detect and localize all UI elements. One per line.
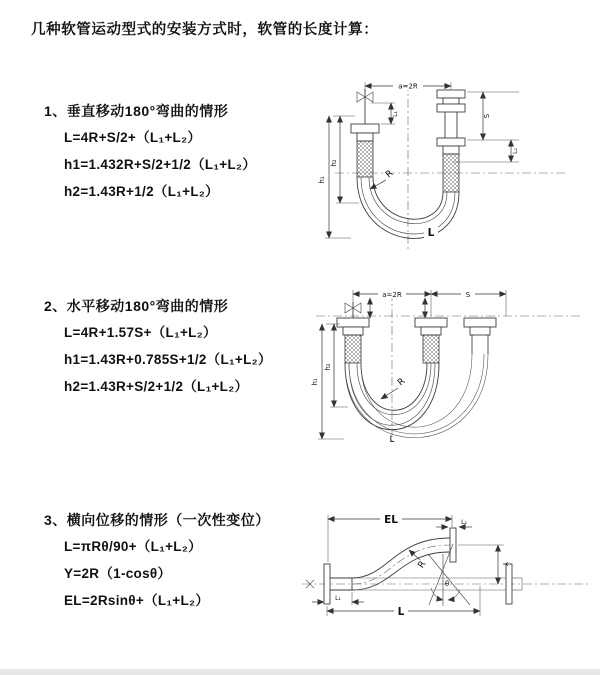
dim-label-h1: h₁	[318, 176, 326, 184]
dimension-l1	[371, 103, 399, 124]
dimension-l	[327, 586, 480, 618]
radius-leader	[381, 377, 407, 399]
formula: Y=2R（1-cosθ）	[64, 566, 172, 581]
braided-hose-section	[345, 335, 361, 363]
valve-icon	[345, 303, 353, 313]
upper-flange	[450, 528, 456, 562]
section-3	[44, 511, 334, 610]
dim-label-r: R	[384, 168, 396, 181]
dim-label-l2: L₂	[461, 519, 467, 526]
dim-label-span: a=2R	[382, 291, 402, 299]
dimension-span	[353, 290, 506, 317]
valve-icon	[357, 92, 365, 102]
page-bottom-edge	[0, 669, 600, 675]
braided-hose-section	[423, 335, 439, 363]
middle-pipe-assembly	[415, 318, 447, 363]
left-pipe-assembly	[337, 302, 369, 363]
dim-label-l: L	[427, 227, 435, 239]
dim-label-r: R	[416, 559, 429, 571]
dim-label-l1: L₁	[392, 111, 399, 117]
page-title: 几种软管运动型式的安装方式时，软管的长度计算：	[31, 22, 379, 38]
formula: h2=1.43R+S/2+1/2（L₁+L₂）	[64, 379, 249, 394]
dim-label-y: Y	[501, 561, 509, 567]
formula: h1=1.43R+0.785S+1/2（L₁+L₂）	[64, 352, 272, 367]
section-1-heading: 1、垂直移动180°弯曲的情形	[44, 103, 229, 119]
dim-label-h2: h₂	[324, 363, 332, 371]
dimension-l1	[312, 592, 364, 605]
dim-label-l: L	[397, 606, 405, 618]
section-1	[44, 102, 334, 201]
dim-label-l2: L₂	[512, 148, 519, 154]
dim-label-s: S	[465, 291, 471, 299]
dimension-l2	[436, 519, 472, 527]
formula: L=4R+1.57S+（L₁+L₂）	[64, 325, 217, 340]
u-bend-hose-moved	[345, 354, 488, 438]
braided-hose-section	[357, 141, 373, 177]
dimension-s	[467, 92, 519, 140]
left-pipe-assembly	[351, 89, 379, 177]
displaced-hose	[352, 528, 456, 590]
dimension-h1	[311, 324, 344, 439]
section-3-heading: 3、横向位移的情形（一次性变位）	[44, 512, 270, 528]
dim-label-s: S	[483, 113, 491, 119]
formula: L=4R+S/2+（L₁+L₂）	[64, 130, 202, 145]
dim-label-h1: h₁	[311, 378, 319, 386]
radius-leader	[409, 550, 428, 570]
diagram-horizontal-180-bend	[310, 282, 597, 454]
dimension-h1	[318, 116, 355, 238]
formula: h2=1.43R+1/2（L₁+L₂）	[64, 184, 219, 199]
section-2-heading: 2、水平移动180°弯曲的情形	[44, 298, 229, 314]
right-pipe-assembly	[437, 90, 465, 192]
dim-label-r: R	[396, 376, 408, 389]
dimension-h2	[324, 324, 348, 407]
formula: h1=1.432R+S/2+1/2（L₁+L₂）	[64, 157, 257, 172]
dim-label-span: a=2R	[398, 82, 418, 91]
formula: EL=2Rsinθ+（L₁+L₂）	[64, 593, 210, 608]
right-pipe-assembly	[464, 318, 496, 354]
diagram-lateral-displacement	[296, 502, 593, 640]
formula: L=πRθ/90+（L₁+L₂）	[64, 539, 202, 554]
dimension-el	[328, 513, 452, 562]
dim-label-l1: L₁	[335, 595, 341, 602]
dim-label-el: EL	[384, 514, 398, 526]
dim-label-l: L	[389, 435, 395, 445]
section-2	[44, 297, 334, 396]
dim-label-h2: h₂	[330, 159, 338, 167]
braided-hose-section	[443, 154, 459, 192]
dim-label-theta: θ	[444, 580, 450, 588]
diagram-vertical-180-bend	[313, 70, 585, 260]
